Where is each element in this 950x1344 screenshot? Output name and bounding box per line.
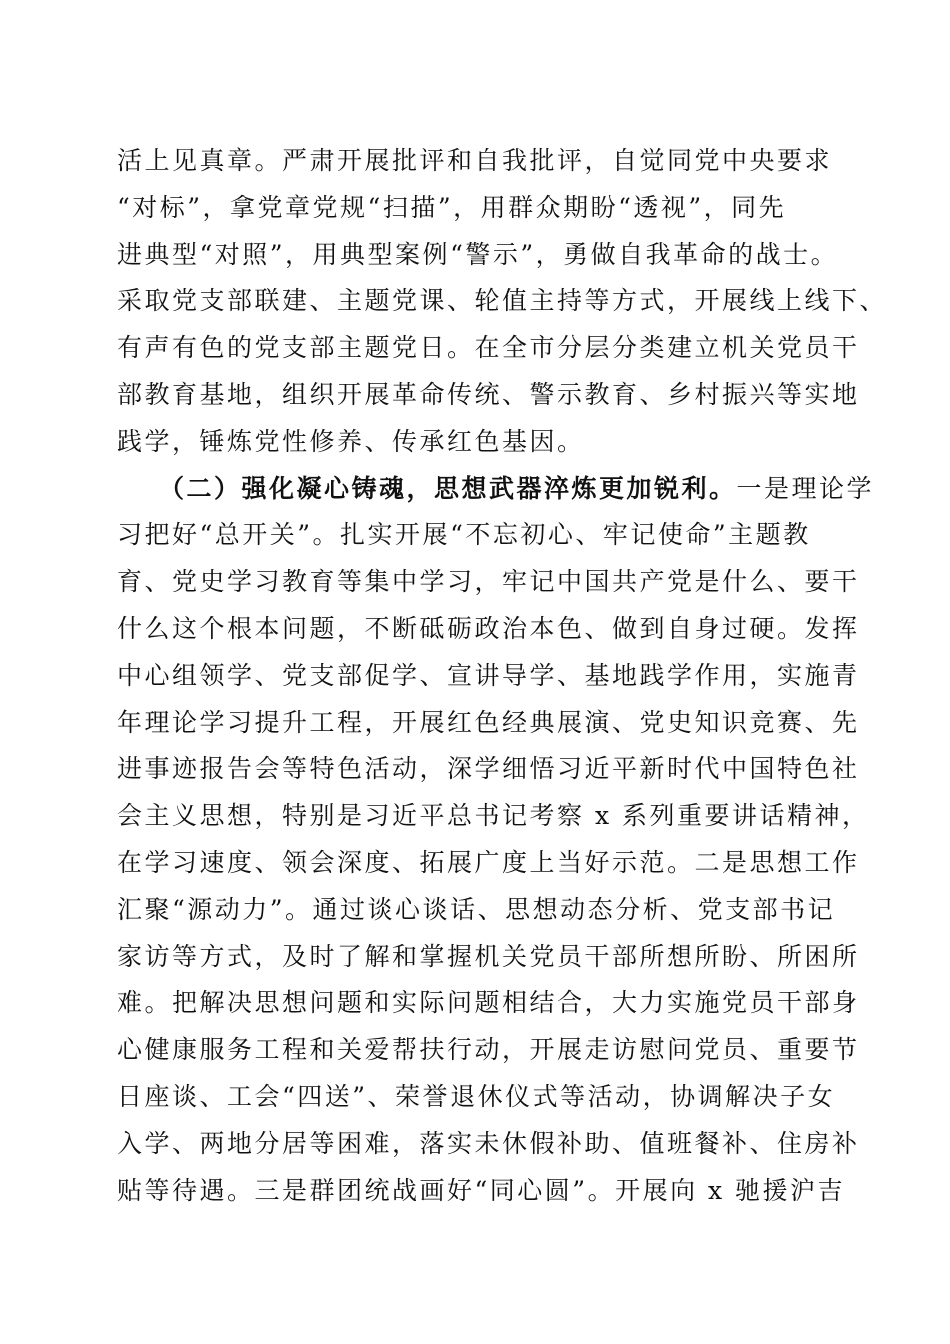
text-line: 有声有色的党支部主题党日。在全市分层分类建立机关党员干 (117, 333, 860, 363)
text-line: 践学，锤炼党性修养、传承红色基因。 (117, 426, 585, 456)
document-body (117, 138, 888, 1214)
text-line: 难。把解决思想问题和实际问题相结合，大力实施党员干部身 (117, 988, 860, 1018)
section-heading: （二）强化凝心铸魂，思想武器淬炼更加锐利。 (159, 473, 737, 503)
text-line: 部教育基地，组织开展革命传统、警示教育、乡村振兴等实地 (117, 379, 860, 409)
text-line: “对标”，拿党章党规“扫描”，用群众期盼“透视”，同先 (117, 192, 787, 222)
section-first-line-text: 一是理论学 (736, 473, 875, 503)
text-line: 日座谈、工会“四送”、荣誉退休仪式等活动，协调解决子女 (117, 1081, 836, 1111)
text-line: 在学习速度、领会深度、拓展广度上当好示范。二是思想工作 (117, 847, 860, 877)
text-line: 入学、两地分居等困难，落实未休假补助、值班餐补、住房补 (117, 1128, 860, 1158)
text-line: 习把好“总开关”。扎实开展“不忘初心、牢记使命”主题教 (117, 520, 811, 550)
text-line: 采取党支部联建、主题党课、轮值主持等方式，开展线上线下、 (117, 286, 888, 316)
text-line: 汇聚“源动力”。通过谈心谈话、思想动态分析、党支部书记 (117, 894, 836, 924)
section-first-line (117, 466, 875, 513)
text-line: 活上见真章。严肃开展批评和自我批评，自觉同党中央要求 (117, 146, 833, 175)
text-line: 进事迹报告会等特色活动，深学细悟习近平新时代中国特色社 (117, 754, 860, 784)
text-line: 心健康服务工程和关爱帮扶行动，开展走访慰问党员、重要节 (117, 1035, 860, 1065)
text-line: 育、党史学习教育等集中学习，牢记中国共产党是什么、要干 (117, 567, 860, 597)
text-line: 中心组领学、党支部促学、宣讲导学、基地践学作用，实施青 (117, 660, 860, 690)
text-line: 什么这个根本问题，不断砥砺政治本色、做到自身过硬。发挥 (117, 613, 860, 643)
text-line: 家访等方式，及时了解和掌握机关党员干部所想所盼、所困所 (117, 941, 860, 971)
text-line: 会主义思想，特别是习近平总书记考察 x 系列重要讲话精神， (117, 801, 870, 831)
text-line: 进典型“对照”，用典型案例“警示”，勇做自我革命的战士。 (117, 239, 839, 269)
text-line: 贴等待遇。三是群团统战画好“同心圆”。开展向 x 驰援沪吉 (117, 1175, 846, 1205)
text-line: 年理论学习提升工程，开展红色经典展演、党史知识竞赛、先 (117, 707, 860, 737)
